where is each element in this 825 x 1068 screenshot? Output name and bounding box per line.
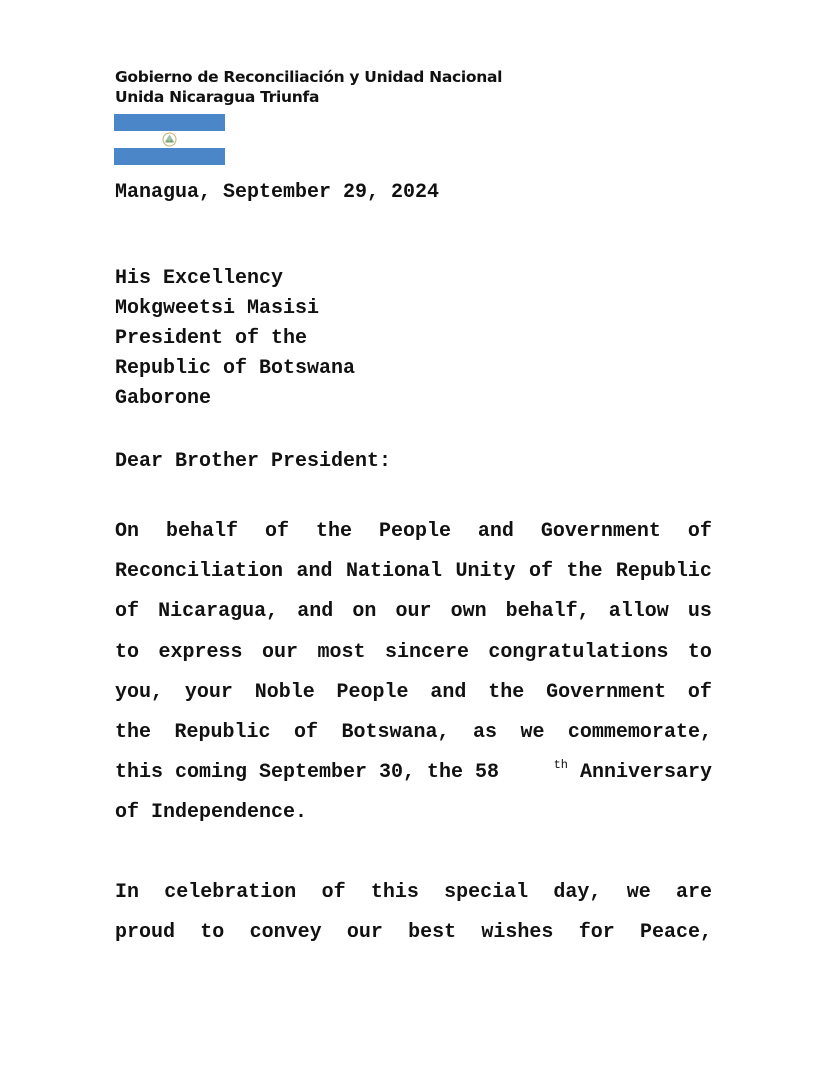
word: are <box>675 881 712 904</box>
word: of <box>293 720 318 744</box>
word: of <box>687 520 712 543</box>
word: allow <box>608 600 669 624</box>
paragraph-line <box>115 713 712 753</box>
word: People <box>336 680 409 704</box>
word: the <box>488 680 525 704</box>
word: day, <box>553 881 602 904</box>
word: proud <box>115 921 176 945</box>
word: Republic <box>615 560 712 584</box>
paragraph-line: of Independence. <box>115 801 308 825</box>
word: the <box>566 560 603 584</box>
word: sincere <box>384 640 469 664</box>
word: best <box>408 921 457 945</box>
recipient-address <box>115 264 355 414</box>
letterhead <box>115 67 502 107</box>
body-paragraph-1 <box>115 512 712 834</box>
word: to <box>687 640 712 664</box>
word: to <box>200 921 225 945</box>
paragraph-line <box>115 673 712 713</box>
letter-date: Managua, September 29, 2024 <box>115 181 440 204</box>
recipient-line-5: Gaborone <box>115 387 212 410</box>
word: our <box>261 640 298 664</box>
word: Noble <box>254 680 315 704</box>
word: of <box>115 600 140 624</box>
word: express <box>158 640 243 664</box>
word: and <box>296 560 333 584</box>
word: of <box>321 881 346 904</box>
word: celebration <box>164 881 297 904</box>
word: and <box>477 520 514 543</box>
word: convey <box>249 921 322 945</box>
word: Unity <box>455 560 516 584</box>
anniversary-text-before: this coming September 30, the 58 <box>115 761 500 785</box>
word: most <box>317 640 366 664</box>
letterhead-line-2: Unida Nicaragua Triunfa <box>115 88 320 106</box>
letterhead-line-1: Gobierno de Reconciliación y Unidad Nacional <box>115 68 503 86</box>
paragraph-line <box>115 913 712 953</box>
paragraph-line <box>115 592 712 632</box>
recipient-line-2: Mokgweetsi Masisi <box>115 297 320 320</box>
word: our <box>346 921 383 945</box>
word: commemorate, <box>567 720 712 744</box>
word: congratulations <box>488 640 669 664</box>
word: of <box>687 680 712 704</box>
salutation: Dear Brother President: <box>115 450 392 473</box>
word: us <box>687 600 712 624</box>
word: for <box>578 921 615 945</box>
anniversary-word: Anniversary <box>567 761 712 785</box>
word: the <box>115 720 152 744</box>
word: and <box>297 600 334 624</box>
word: we <box>520 720 545 744</box>
word: own <box>450 600 487 624</box>
word: the <box>315 520 352 543</box>
word: Republic <box>174 720 271 744</box>
paragraph-line <box>115 633 712 673</box>
word: Reconciliation <box>115 560 284 584</box>
word: our <box>395 600 432 624</box>
word: you, <box>115 680 164 704</box>
word: on <box>352 600 377 624</box>
word: of <box>528 560 553 584</box>
word: On <box>115 520 140 543</box>
recipient-line-3: President of the <box>115 327 308 350</box>
recipient-line-1: His Excellency <box>115 267 284 290</box>
anniversary-text-after <box>554 753 712 793</box>
word: we <box>626 881 651 904</box>
word: In <box>115 881 140 904</box>
recipient-line-4: Republic of Botswana <box>115 357 356 380</box>
body-paragraph-2 <box>115 873 712 953</box>
word: behalf, <box>505 600 590 624</box>
word: to <box>115 640 140 664</box>
word: Government <box>540 520 661 543</box>
word: this <box>370 881 419 904</box>
word: special <box>444 881 529 904</box>
word: of <box>264 520 289 543</box>
word: and <box>430 680 467 704</box>
word: as <box>472 720 497 744</box>
paragraph-line <box>115 873 712 913</box>
word: behalf <box>165 520 238 543</box>
word: People <box>378 520 451 543</box>
nicaragua-flag-icon <box>114 114 225 165</box>
word: Botswana, <box>341 720 450 744</box>
ordinal-superscript: th <box>553 758 568 773</box>
word: Government <box>546 680 667 704</box>
paragraph-line <box>115 552 712 592</box>
word: your <box>184 680 233 704</box>
word: Nicaragua, <box>158 600 279 624</box>
word: Peace, <box>639 921 712 945</box>
word: wishes <box>481 921 554 945</box>
paragraph-line-anniversary <box>115 753 712 793</box>
paragraph-line <box>115 512 712 552</box>
word: National <box>345 560 442 584</box>
